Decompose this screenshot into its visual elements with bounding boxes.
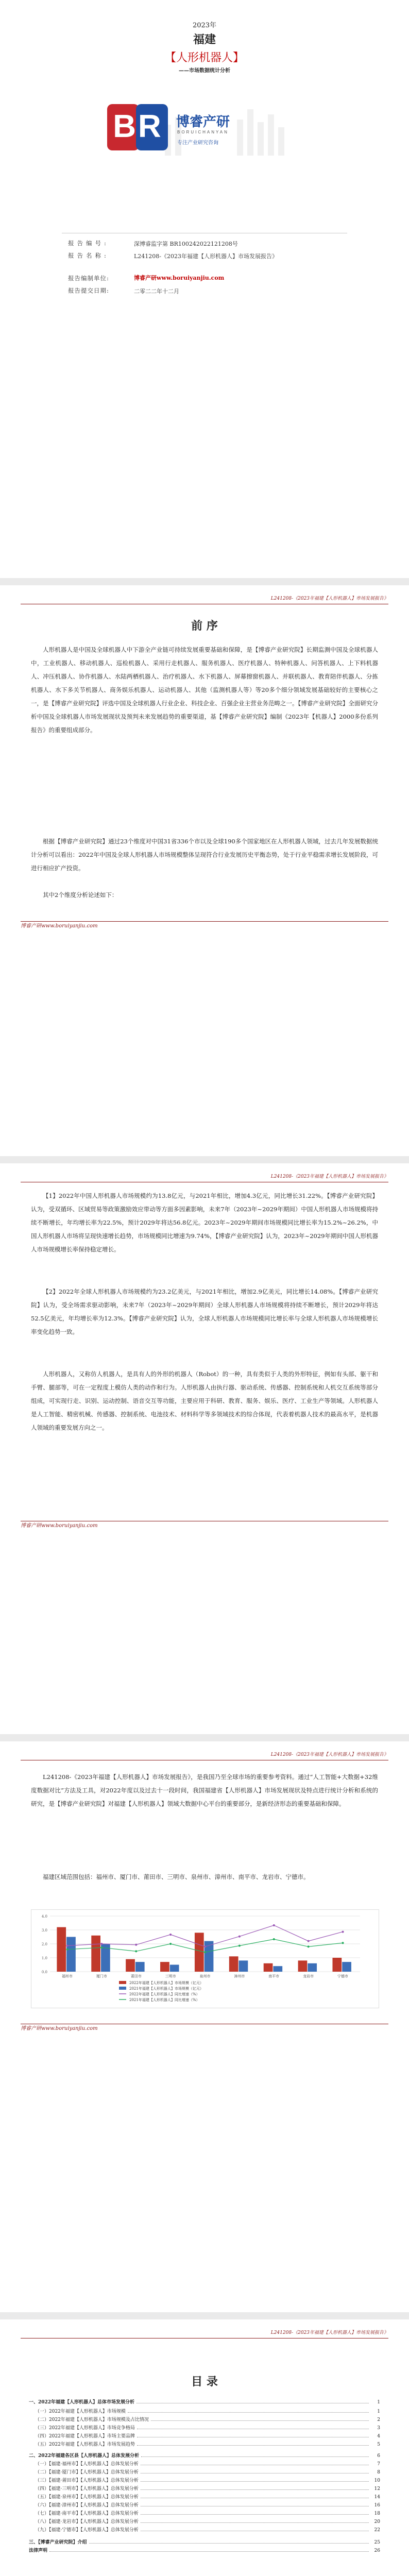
y-tick-label: 2.0 [41, 1942, 47, 1946]
toc-leader-dots [141, 2456, 369, 2457]
toc-entry-page: 14 [374, 2495, 380, 2500]
toc-title: 目 录 [191, 2375, 218, 2388]
x-tick-label: 龙岩市 [303, 1974, 314, 1978]
preface-paragraph-3: 其中2个维度分析论述如下： [43, 891, 118, 899]
legend-label: 2021年福建【人形机器人】市场规模（亿元） [129, 1987, 203, 1991]
toc-entry[interactable] [29, 2517, 380, 2524]
toc-entry[interactable] [29, 2440, 380, 2447]
cover-region: 福建 [193, 33, 216, 46]
legend-swatch [119, 1981, 126, 1984]
x-tick-label: 漳州市 [234, 1974, 245, 1978]
report-no-label: 报告编号: [68, 240, 109, 247]
method-page [0, 1741, 409, 2312]
region-chart [31, 1909, 379, 2008]
bar [126, 1959, 135, 1972]
toc-entry[interactable] [29, 2415, 380, 2422]
method-paragraph-1: L241208-《2023年福建【人形机器人】市场发展报告》，是我国乃至全球市场的重要参考资料。通过“人工智能+大数据+32维度数据对比”方法及工具，对2022年度以及过去十一段时间，我国福建省【人形机器人】市场发展现状及特点进行统计分析和系统的研究，是【博睿产业研究院】对福建【人形机器人】领域大数据中心平台的重要部分，是新经济形态的重要基础和保障。 [31, 1773, 378, 1807]
toc-entry[interactable] [29, 2460, 380, 2467]
x-tick-label: 莆田市 [130, 1974, 142, 1978]
toc-entry-page: 3 [377, 2426, 380, 2431]
toc-entry-label: （二）2022年福建【人形机器人】市场规模及占比情况 [35, 2417, 149, 2422]
toc-entry-label: （五）2022年福建【人形机器人】市场发展趋势 [35, 2442, 135, 2447]
cover-page [0, 0, 409, 578]
bar [239, 1960, 248, 1972]
toc-entry-label: （四）【福建·三明市】【人形机器人】总体发展分析 [35, 2486, 139, 2492]
toc-page [0, 2319, 409, 2576]
toc-leader-dots [141, 2522, 369, 2523]
report-name: L241208-《2023年福建【人形机器人】市场发展报告》 [134, 253, 278, 260]
bar [170, 1965, 179, 1972]
report-date: 二零二二年十二月 [134, 288, 179, 295]
toc-entry-label: （八）【福建·龙岩市】【人形机器人】总体发展分析 [35, 2519, 139, 2524]
toc-entry-page: 12 [374, 2486, 380, 2492]
page-footer: 博睿产研www.boruiyanjiu.com [21, 1521, 388, 1531]
y-tick-label: 1.0 [41, 1956, 47, 1960]
toc-entry-label: （七）【福建·南平市】【人形机器人】总体发展分析 [35, 2511, 139, 2516]
toc-leader-dots [49, 2551, 369, 2552]
bar [273, 1966, 282, 1972]
toc-entry[interactable] [29, 2501, 380, 2508]
page-header: L241208-《2023年福建【人形机器人】市场发展报告》 [21, 1172, 388, 1182]
logo-cn-name: 博睿产研 [176, 114, 230, 130]
bar [135, 1962, 145, 1972]
toc-entry-label: （三）2022年福建【人形机器人】市场竞争格局 [35, 2426, 135, 2431]
logo-mark [107, 104, 169, 150]
toc-entry[interactable] [29, 2468, 380, 2475]
bar [91, 1936, 100, 1972]
finding-2: 【2】2022年全球人形机器人市场规模约为23.2亿美元，与2021年相比，增加2.9亿美元，同比增长14.08%。【博睿产业研究院】认为，受全场需求驱动影响，未来7年（2023年~2029年期间）全球人形机器人市场规模将持续不断增长，预计2029年将达52.5亿美元，年均增长率为12.3%。【博睿产业研究院】认为，全球人形机器人市场规模同比增长率与全球人形机器人市场规模增长率变化趋势一致。 [31, 1288, 378, 1335]
legend-swatch [119, 1987, 126, 1990]
x-tick-label: 泉州市 [199, 1974, 211, 1978]
toc-entry-page: 18 [374, 2511, 380, 2516]
toc-entry-page: 5 [377, 2442, 380, 2447]
toc-entry-label: （二）【福建·厦门市】【人形机器人】总体发展分析 [35, 2470, 139, 2475]
page-separator [0, 1156, 409, 1163]
toc-entry-page: 6 [377, 2453, 380, 2459]
toc-entry-page: 25 [374, 2540, 380, 2545]
toc-entry-label: 法律声明 [29, 2548, 48, 2553]
page-header: L241208-《2023年福建【人形机器人】市场发展报告》 [21, 594, 388, 604]
toc-entry[interactable] [29, 2432, 380, 2439]
toc-entry-label: 一、2022年福建【人形机器人】总体市场发展分析 [29, 2400, 135, 2405]
bar [308, 1963, 317, 1972]
toc-entry-page: 20 [374, 2519, 380, 2524]
legend-label: 2022年福建【人形机器人】市场规模（亿元） [129, 1981, 203, 1985]
legend-label: 2021年福建【人形机器人】同比增速（%） [129, 1998, 200, 2002]
toc-entry[interactable] [29, 2407, 380, 2414]
logo-slogan: 专注产业研究咨询 [177, 140, 218, 146]
y-tick-label: 3.0 [41, 1928, 47, 1933]
legend-label: 2022年福建【人形机器人】同比增速（%） [129, 1992, 200, 1996]
method-paragraph-2: 福建区域范围包括：福州市、厦门市、莆田市、三明市、泉州市、漳州市、南平市、龙岩市、宁德市。 [43, 1873, 310, 1880]
toc-leader-dots [89, 2543, 369, 2544]
x-tick-label: 南平市 [268, 1974, 280, 1978]
toc-leader-dots [137, 2445, 369, 2446]
toc-entry-page: 2 [377, 2417, 380, 2422]
toc-entry-label: （一）【福建·福州市】【人形机器人】总体发展分析 [35, 2462, 139, 2467]
toc-leader-dots [151, 2420, 369, 2421]
toc-entry-page: 10 [374, 2478, 380, 2483]
cover-subtitle: ——市场数据统计分析 [179, 68, 230, 74]
toc-entry-label: （一）2022年福建【人形机器人】市场规模 [35, 2409, 126, 2414]
findings-page [0, 1163, 409, 1734]
toc-entry[interactable] [29, 2526, 380, 2533]
toc-entry-label: （四）2022年福建【人形机器人】市场主要品牌 [35, 2434, 135, 2439]
toc-entry-page: 1 [377, 2400, 380, 2405]
toc-entry-page: 8 [377, 2470, 380, 2475]
toc-entry[interactable] [29, 2476, 380, 2483]
bar [66, 1937, 76, 1972]
toc-entry-page: 26 [374, 2548, 380, 2553]
toc-entry[interactable] [29, 2451, 380, 2459]
toc-entry-page: 22 [374, 2528, 380, 2533]
page-header: L241208-《2023年福建【人形机器人】市场发展报告》 [21, 2328, 388, 2338]
finding-3: 人形机器人，又称仿人机器人，是具有人的外形的机器人（Robot）的一种，具有类似于人类的外形特征，例如有头部、躯干和手臂、腿部等，可在一定程度上模仿人类的动作和行为。人形机器人由执行器、驱动系统、传感器、控制系统和人机交互系统等部分组成，可实现行走、识别、运动控制、语音交互等功能，主要应用于科研、教育、服务、娱乐、医疗、工业生产等领域。人形机器人是人工智能、精密机械、传感器、控制系统、电池技术、材料科学等多领域技术的综合体现，代表着机器人技术的最高水平，是机器人领域的重要发展方向之一。 [31, 1370, 378, 1431]
toc-entry-label: （五）【福建·泉州市】【人形机器人】总体发展分析 [35, 2495, 139, 2500]
company-name: 博睿产研www.boruiyanjiu.com [134, 275, 225, 281]
page-separator [0, 1734, 409, 1741]
x-tick-label: 福州市 [61, 1974, 73, 1978]
toc-entry[interactable] [29, 2424, 380, 2431]
toc-entry-label: （六）【福建·漳州市】【人形机器人】总体发展分析 [35, 2503, 139, 2508]
bar [229, 1956, 238, 1972]
x-tick-label: 厦门市 [96, 1974, 107, 1978]
y-tick-label: 4.0 [41, 1914, 47, 1919]
cover-year: 2023年 [192, 22, 217, 29]
report-name-label: 报告名称: [68, 252, 109, 259]
bar [264, 1963, 273, 1972]
page-footer: 博睿产研www.boruiyanjiu.com [21, 2024, 388, 2033]
toc-entry-label: 二、2022年福建各区县【人形机器人】总体发展分析 [29, 2453, 140, 2459]
preface-paragraph-2: 根据【博睿产业研究院】通过23个维度对中国31省336个市以及全球190多个国家地区在人形机器人领域，过去几年发展数据统计分析可以看出：2022年中国及全球人形机器人市场规模整体呈现符合行业发展历史平衡态势，处于行业平稳需求增长发展阶段，可进行相应扩产投资。 [31, 838, 378, 872]
toc-entry-label: 三、【博睿产业研究院】介绍 [29, 2540, 87, 2545]
cover-product: 【人形机器人】 [164, 52, 244, 64]
bar [298, 1960, 308, 1972]
bar [57, 1927, 66, 1972]
toc-entry[interactable] [29, 2546, 380, 2553]
toc-entry-label: （三）【福建·莆田市】【人形机器人】总体发展分析 [35, 2478, 139, 2483]
toc-entry-page: 1 [377, 2409, 380, 2414]
page-header: L241208-《2023年福建【人形机器人】市场发展报告》 [21, 1750, 388, 1760]
toc-entry[interactable] [29, 2398, 380, 2405]
logo-letters: BR [113, 109, 163, 144]
y-tick-label: 0.0 [41, 1970, 47, 1974]
bar [332, 1958, 342, 1972]
bar [195, 1933, 204, 1972]
toc-leader-dots [141, 2514, 369, 2515]
page-footer: 博睿产研www.boruiyanjiu.com [21, 921, 388, 931]
bar [342, 1962, 351, 1972]
preface-paragraph-1: 人形机器人是中国及全球机器人中下游全产业链可持续发展重要基础和保障，是【博睿产业研究院】长期监测中国及全球机器人中，工业机器人、移动机器人、巡检机器人、采用行走机器人、服务机器人、医疗机器人、特种机器人、问答机器人、上下料机器人、冲压机器人、协作机器人、水陆两栖机器人、治疗机器人、水下机器人、屏幕擦窗机器人、并联机器人、教育陪伴机器人、分拣机器人、水下多关节机器人、商务娱乐机器人、运动机器人、其他（监测机器人等）等20多个细分领域发展基础较好的主要核心之一，是【博睿产业研究院】评选中国及全球机器人行业企业、科技企业、百强企业主营业务范畴之一。【博睿产业研究院】全面研究分析中国及全球机器人市场发展现状及预判未来发展趋势的重要渠道，基【博睿产业研究院】编制《2023年【机器人】2000多份系列报告》的重要组成部分。 [31, 646, 378, 734]
bar [160, 1962, 169, 1972]
company-label: 报告编制单位: [68, 275, 109, 282]
region-bar-chart [31, 1910, 379, 2008]
toc-entry[interactable] [29, 2484, 380, 2492]
toc-leader-dots [128, 2412, 369, 2413]
toc-entry-label: （九）【福建·宁德市】【人形机器人】总体发展分析 [35, 2528, 139, 2533]
toc-entry-page: 4 [377, 2434, 380, 2439]
toc-entry-page: 7 [377, 2462, 380, 2467]
toc-leader-dots [141, 2489, 369, 2490]
toc-leader-dots [141, 2481, 369, 2482]
page-separator [0, 2312, 409, 2319]
finding-1: 【1】2022年中国人形机器人市场规模约为13.8亿元，与2021年相比，增加4.3亿元，同比增长31.22%。【博睿产业研究院】认为，受双循环、区域贸易等政策激励效应带动等方面多因素影响，未来7年（2023年~2029年期间）中国人形机器人市场规模将持续不断增长，年均增长率为22.5%，预计2029年将达56.8亿元。2023年~2029年期间市场规模同比增长率为15.2%~26.2%，中国人形机器人市场将呈现快速增长趋势，市场规模同比增速为9.74%，【博睿产业研究院】认为，2023年~2029年期间中国人形机器人市场规模增长率保持稳定增长。 [31, 1192, 378, 1253]
preface-title: 前 序 [191, 619, 218, 633]
toc-entry-page: 16 [374, 2503, 380, 2508]
company-logo [103, 89, 309, 161]
date-label: 报告提交日期: [68, 287, 109, 294]
x-tick-label: 宁德市 [337, 1974, 349, 1978]
toc-entry[interactable] [29, 2538, 380, 2545]
report-no: 深博睿监字第 BR10024202212120​8号 [134, 241, 238, 247]
page-separator [0, 578, 409, 585]
preface-page [0, 585, 409, 1156]
logo-en-name: BORUICHANYAN [177, 130, 229, 134]
toc-entry[interactable] [29, 2509, 380, 2516]
x-tick-label: 三明市 [165, 1974, 176, 1978]
toc-entry[interactable] [29, 2493, 380, 2500]
